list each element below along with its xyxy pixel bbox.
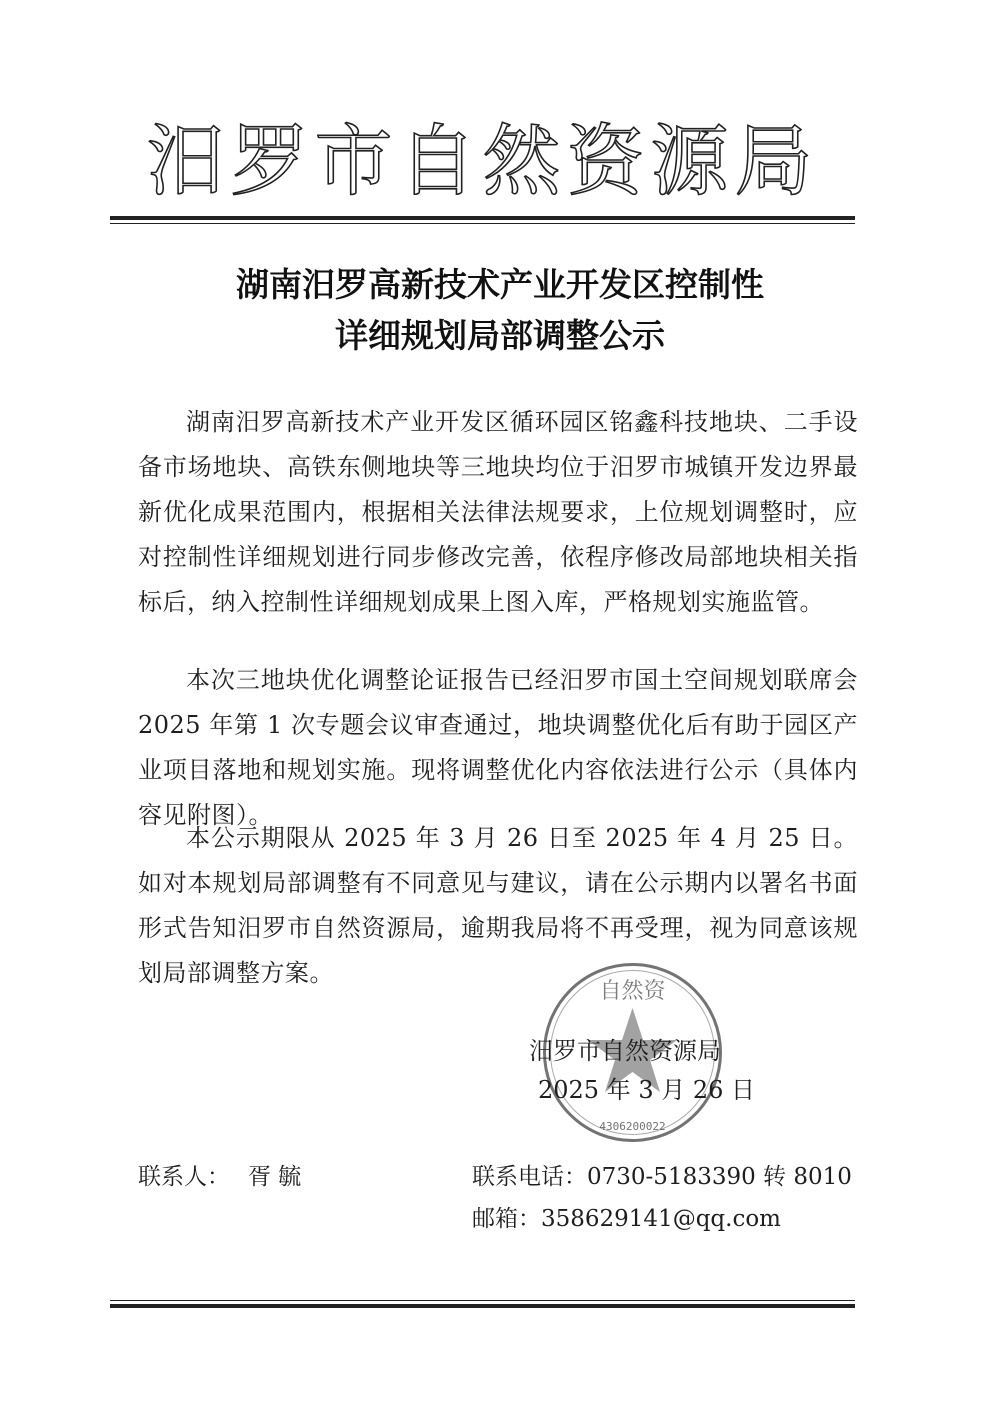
footer-divider xyxy=(110,1300,855,1308)
body-paragraph-2: 本次三地块优化调整论证报告已经汨罗市国土空间规划联席会 2025 年第 1 次专题会议审查通过，地块调整优化后有助于园区产业项目落地和规划实施。现将调整优化内容依法进行公示（具体内容见附图）。 xyxy=(138,666,858,829)
contact-person xyxy=(138,1162,301,1192)
body-paragraph-3: 本公示期限从 2025 年 3 月 26 日至 2025 年 4 月 25 日。如对本规划局部调整有不同意见与建议，请在公示期内以署名书面形式告知汨罗市自然资源局，逾期我局将不再受理，视为同意该规划局部调整方案。 xyxy=(138,824,858,987)
footer-thick-line xyxy=(110,1304,855,1308)
divider-thick-line xyxy=(110,216,855,220)
document-title-line2: 详细规划局部调整公示 xyxy=(335,316,665,355)
letterhead-divider xyxy=(110,216,855,224)
divider-thin-line xyxy=(110,223,855,224)
contact-person-name: 胥 毓 xyxy=(248,1164,302,1190)
letterhead-title: 汨罗市自然资源局 xyxy=(146,117,819,207)
body-paragraph-1: 湖南汨罗高新技术产业开发区循环园区铭鑫科技地块、二手设备市场地块、高铁东侧地块等三地块均位于汨罗市城镇开发边界最新优化成果范围内，根据相关法律法规要求，上位规划调整时，应对控制性详细规划进行同步修改完善，依程序修改局部地块相关指标后，纳入控制性详细规划成果上图入库，严格规划实施监管。 xyxy=(138,408,858,616)
seal-code-text: 4306200022 xyxy=(599,1120,666,1133)
contact-phone xyxy=(472,1162,852,1192)
contact-phone-value: 0730-5183390 转 8010 xyxy=(587,1164,852,1190)
signature-date: 2025 年 3 月 26 日 xyxy=(538,1076,756,1104)
footer-thin-line xyxy=(110,1300,855,1301)
contact-email-label: 邮箱： xyxy=(472,1206,541,1232)
contact-email-value: 358629141@qq.com xyxy=(541,1206,781,1232)
signature-organization: 汨罗市自然资源局 xyxy=(529,1037,721,1065)
seal-top-text: 自然资 xyxy=(599,979,666,1004)
contact-phone-label: 联系电话： xyxy=(472,1164,587,1190)
document-title-line1: 湖南汨罗高新技术产业开发区控制性 xyxy=(236,265,764,304)
contact-email xyxy=(472,1204,781,1234)
contact-person-label: 联系人： xyxy=(138,1164,230,1190)
